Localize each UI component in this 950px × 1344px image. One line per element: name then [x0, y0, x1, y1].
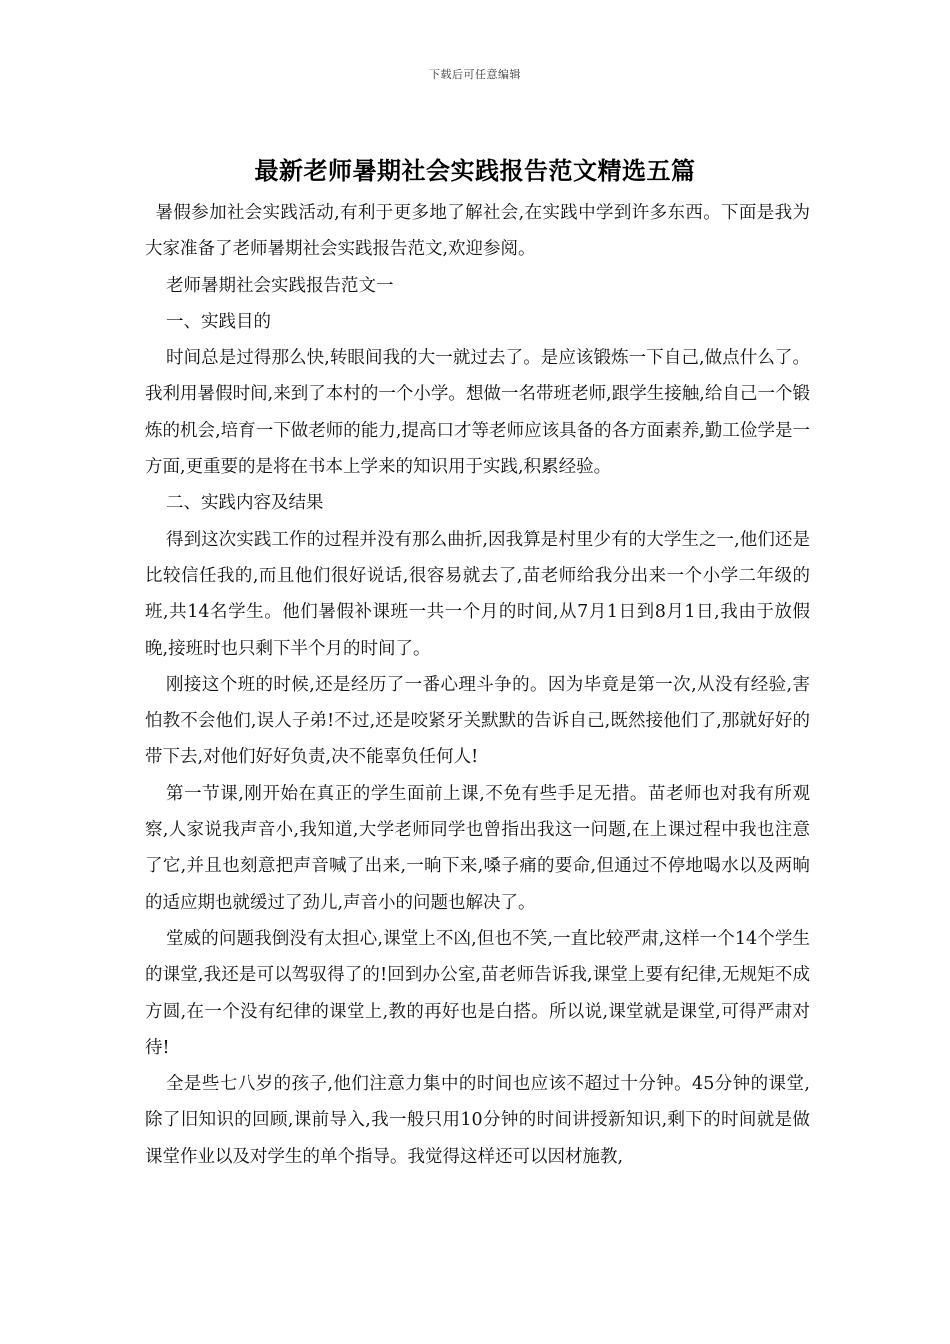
body-paragraph: 堂威的问题我倒没有太担心,课堂上不凶,但也不笑,一直比较严肃,这样一个14个学生的课堂,我还是可以驾驭得了的!回到办公室,苗老师告诉我,课堂上要有纪律,无规矩不成方圆,在一个没有纪律的课堂上,教的再好也是白搭。所以说,课堂就是课堂,可得严肃对待!: [145, 928, 810, 1058]
document-body: [145, 195, 810, 1175]
section-title: 老师暑期社会实践报告范文一: [166, 275, 394, 296]
body-paragraph: 时间总是过得那么快,转眼间我的大一就过去了。是应该锻炼一下自己,做点什么了。我利用暑假时间,来到了本村的一个小学。想做一名带班老师,跟学生接触,给自己一个锻炼的机会,培育一下做老师的能力,提高口才等老师应该具备的各方面素养,勤工俭学是一方面,更重要的是将在书本上学来的知识用于实践,积累经验。: [145, 348, 810, 478]
body-paragraph: 全是些七八岁的孩子,他们注意力集中的时间也应该不超过十分钟。45分钟的课堂,除了旧知识的回顾,课前导入,我一般只用10分钟的时间讲授新知识,剩下的时间就是做课堂作业以及对学生的单个指导。我觉得这样还可以因材施教,: [145, 1074, 810, 1167]
body-paragraph: 第一节课,刚开始在真正的学生面前上课,不免有些手足无措。苗老师也对我有所观察,人家说我声音小,我知道,大学老师同学也曾指出我这一问题,在上课过程中我也注意了它,并且也刻意把声音喊了出来,一晌下来,嗓子痛的要命,但通过不停地喝水以及两晌的适应期也就缓过了劲儿,声音小的问题也解决了。: [145, 783, 810, 913]
document-title: 最新老师暑期社会实践报告范文精选五篇: [254, 156, 696, 185]
subheading-purpose: 一、实践目的: [166, 311, 271, 332]
subheading-content: 二、实践内容及结果: [166, 493, 324, 514]
header-note: 下载后可任意编辑: [429, 68, 521, 81]
intro-paragraph: 暑假参加社会实践活动,有利于更多地了解社会,在实践中学到许多东西。下面是我为大家准备了老师暑期社会实践报告范文,欢迎参阅。: [145, 203, 810, 260]
body-paragraph: 刚接这个班的时候,还是经历了一番心理斗争的。因为毕竟是第一次,从没有经验,害怕教不会他们,误人子弟!不过,还是咬紧牙关默默的告诉自己,既然接他们了,那就好好的带下去,对他们好好负责,决不能辜负任何人!: [145, 674, 810, 768]
body-paragraph: 得到这次实践工作的过程并没有那么曲折,因我算是村里少有的大学生之一,他们还是比较信任我的,而且他们很好说话,很容易就去了,苗老师给我分出来一个小学二年级的班,共14名学生。他们暑假补课班一共一个月的时间,从7月1日到8月1日,我由于放假晚,接班时也只剩下半个月的时间了。: [145, 529, 810, 659]
